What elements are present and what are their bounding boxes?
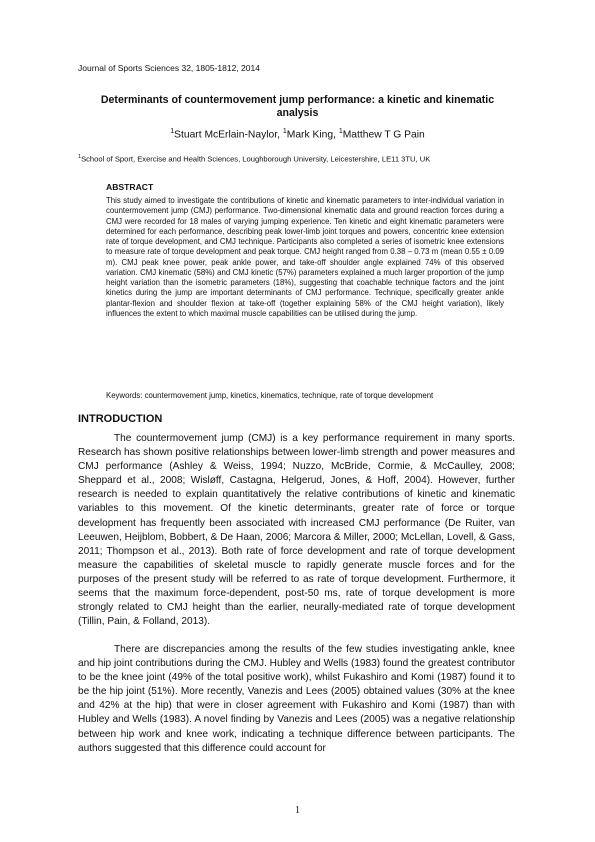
author-affiliation-mark: 1 (338, 128, 343, 135)
affiliation-mark: 1 (78, 154, 82, 160)
author-affiliation-mark: 1 (282, 128, 287, 135)
affiliation (78, 154, 548, 164)
abstract-heading: ABSTRACT (106, 182, 154, 192)
body-paragraph (78, 432, 515, 629)
keywords: Keywords: countermovement jump, kinetics, kinematics, technique, rate of torque development (106, 391, 434, 400)
paragraph-text: There are discrepancies among the results of the few studies investigating ankle, knee and hip joint contributions during the CMJ. Hubley and Wells (1983) found the greatest contributor to be the knee joint (49% of the total positive work), whilst Fukashiro and Komi (1987) found it to be the hip joint (51%). More recently, Vanezis and Lees (2005) obtained values (30% at the knee and 42% at the hip) that were in closer agreement with Fukashiro and Komi (1987) than with Hubley and Wells (1983). A novel finding by Vanezis and Lees (2005) was a negative relationship between hip work and knee work, indicating a technique difference between participants. The authors suggested that this difference could account for (78, 644, 515, 754)
page-number: 1 (295, 805, 300, 816)
abstract-text: This study aimed to investigate the contributions of kinetic and kinematic parameters to inter-individual variation in countermovement jump (CMJ) performance. Two-dimensional kinematic data and ground reaction forces during a CMJ were recorded for 18 males of varying jumping experience. Ten kinetic and eight kinematic parameters were determined for each performance, describing peak lower-limb joint torques and powers, concentric knee extension rate of torque development, and CMJ technique. Participants also completed a series of isometric knee extensions to measure rate of torque development and peak torque. CMJ height ranged from 0.38 – 0.73 m (mean 0.55 ± 0.09 m). CMJ peak knee power, peak ankle power, and take-off shoulder angle explained 74% of this observed variation. CMJ kinematic (58%) and CMJ kinetic (57%) parameters explained a much larger proportion of the jump height variation than the isometric parameters (18%), suggesting that coachable technique factors and the joint kinetics during the jump are important determinants of CMJ performance. Technique, specifically greater ankle plantar-flexion and shoulder flexion at take-off (together explaining 58% of the CMJ height variation), likely influences the extent to which maximal muscle capabilities can be utilised during the jump. (106, 196, 504, 318)
author-affiliation-mark: 1 (170, 128, 175, 135)
paragraph-text: The countermovement jump (CMJ) is a key performance requirement in many sports. Research has shown positive relationships between lower-limb strength and power measures and CMJ performance (Ashley & Weiss, 1994; Nuzzo, McBride, Cormie, & McCaulley, 2008; Sheppard et al., 2008; Wisløff, Castagna, Helgerud, Jones, & Hoff, 2004). However, further research is needed to explain quantitatively the relative contributions of kinetic and kinematic variables to this movement. Of the kinetic determinants, greater rate of force or torque development has frequently been associated with increased CMJ performance (De Ruiter, van Leeuwen, Heijblom, Bobbert, & De Haan, 2006; Marcora & Miller, 2000; McLellan, Lovell, & Gass, 2011; Thompson et al., 2013). Both rate of force development and rate of torque development measure the capabilities of skeletal muscle to rapidly generate muscle forces and for the purposes of the present study will be referred to as rate of torque development. Furthermore, it seems that the maximum force-dependent, post-50 ms, rate of torque development is more strongly related to CMJ height than the earlier, neurally-mediated rate of torque development (Tillin, Pain, & Folland, 2013). (78, 433, 515, 628)
author-list (0, 128, 595, 140)
section-heading-introduction: INTRODUCTION (78, 413, 163, 425)
author-name: Stuart McErlain-Naylor, (174, 129, 283, 141)
affiliation-text: School of Sport, Exercise and Health Sciences, Loughborough University, Leicestershire, LE11 3TU, UK (81, 154, 431, 164)
paper-title: Determinants of countermovement jump performance: a kinetic and kinematic analysis (100, 94, 495, 119)
author-name: Matthew T G Pain (342, 129, 425, 141)
journal-citation: Journal of Sports Sciences 32, 1805-1812, 2014 (78, 63, 260, 73)
author-name: Mark King, (286, 129, 339, 141)
body-paragraph (78, 643, 515, 756)
